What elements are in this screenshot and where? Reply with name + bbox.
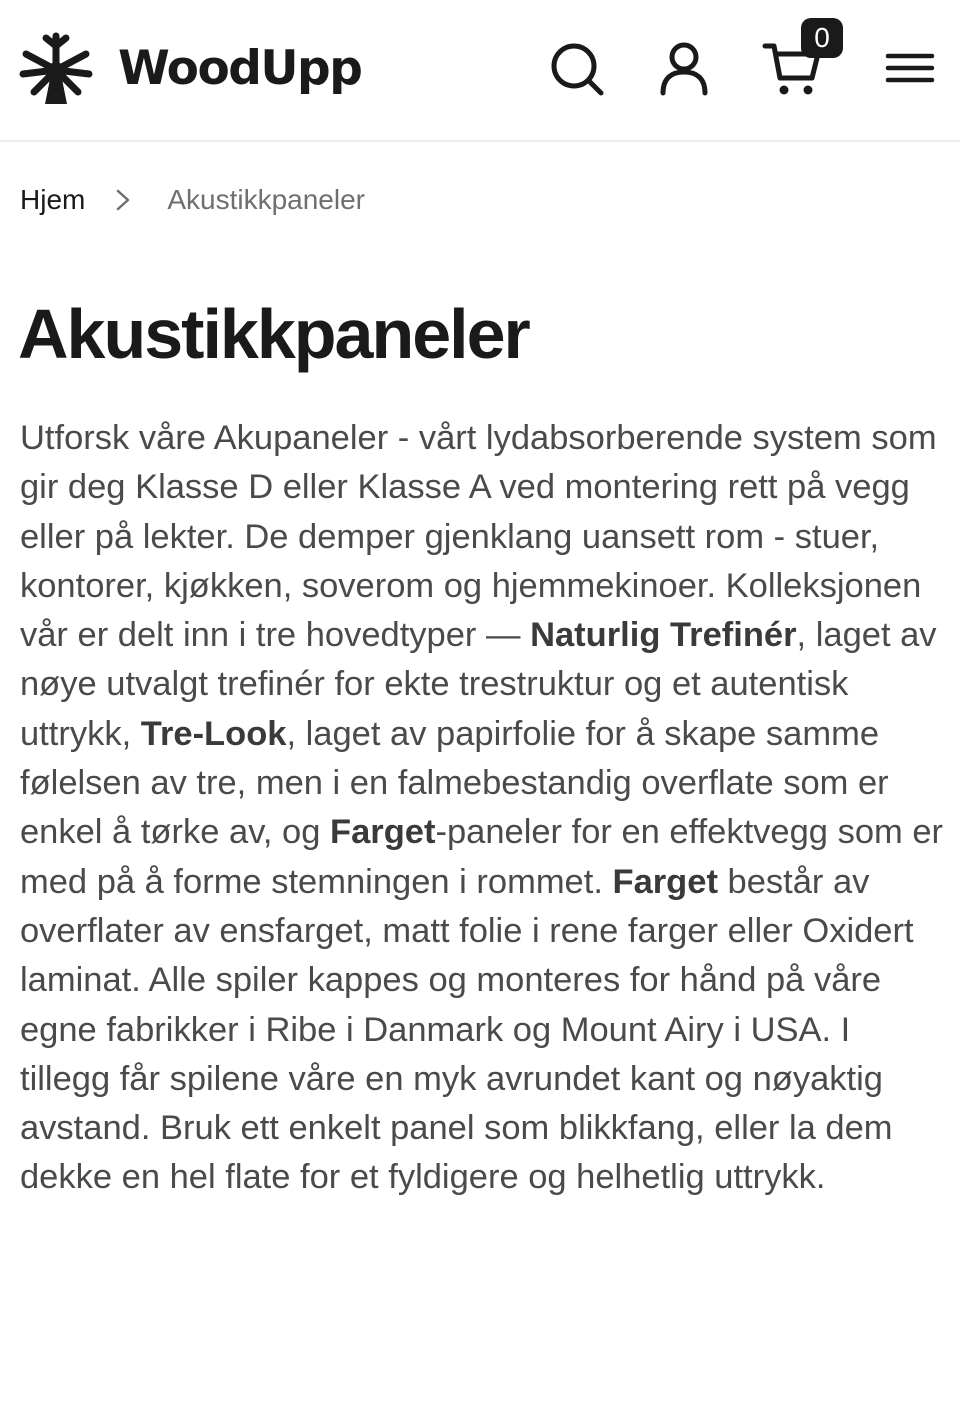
description-text: består av overflater av ensfarget, matt folie i rene farger eller Oxidert laminat. Alle spiler kappes og monteres for hånd på våre egne fabrikker i Ribe i Danmark og Mount Airy i USA. I tillegg får spilene våre en myk avrundet kant og nøyaktig avstand. Bruk ett enkelt panel som blikkfang, eller la dem dekke en hel flate for et fyldigere og helhetlig uttrykk. [20, 862, 914, 1197]
description-text: , laget av nøye utvalgt trefinér for ekte trestruktur og et autentisk uttrykk, [20, 616, 937, 753]
description-highlight: Farget [330, 813, 436, 852]
description-highlight: Naturlig Trefinér [530, 616, 797, 655]
cart-count-badge: 0 [801, 18, 843, 58]
search-button[interactable] [546, 38, 606, 98]
category-description [20, 414, 945, 1203]
account-button[interactable] [654, 38, 714, 98]
description-highlight: Farget [612, 862, 718, 901]
description-highlight: Tre-Look [140, 714, 287, 753]
brand-logo[interactable] [18, 30, 361, 106]
search-icon [546, 38, 606, 98]
breadcrumb-home-link[interactable]: Hjem [20, 184, 86, 215]
breadcrumb [20, 180, 365, 220]
brand-name: WoodUpp [118, 40, 362, 96]
description-text: -paneler for en effektvegg som er med på å forme stemningen i rommet. [20, 813, 944, 901]
page-title: Akustikkpaneler [18, 295, 529, 373]
breadcrumb-current: Akustikkpaneler [167, 184, 365, 215]
site-header [0, 0, 960, 142]
description-text: Utforsk våre Akupaneler - vårt lydabsorberende system som gir deg Klasse D eller Klasse A ved montering rett på vegg eller på lekter. De demper gjenklang uansett rom - stuer, kontorer, kjøkken, soverom og hjemmekinoer. Kolleksjonen vår er delt inn i tre hovedtyper — [20, 419, 937, 655]
chevron-right-icon [113, 186, 133, 214]
description-text: , laget av papirfolie for å skape samme følelsen av tre, men i en falmebestandig overflate som er enkel å tørke av, og [20, 714, 889, 852]
menu-button[interactable] [882, 38, 942, 98]
hamburger-menu-icon [882, 38, 938, 98]
tree-logo-icon [18, 30, 94, 106]
user-icon [654, 38, 714, 98]
